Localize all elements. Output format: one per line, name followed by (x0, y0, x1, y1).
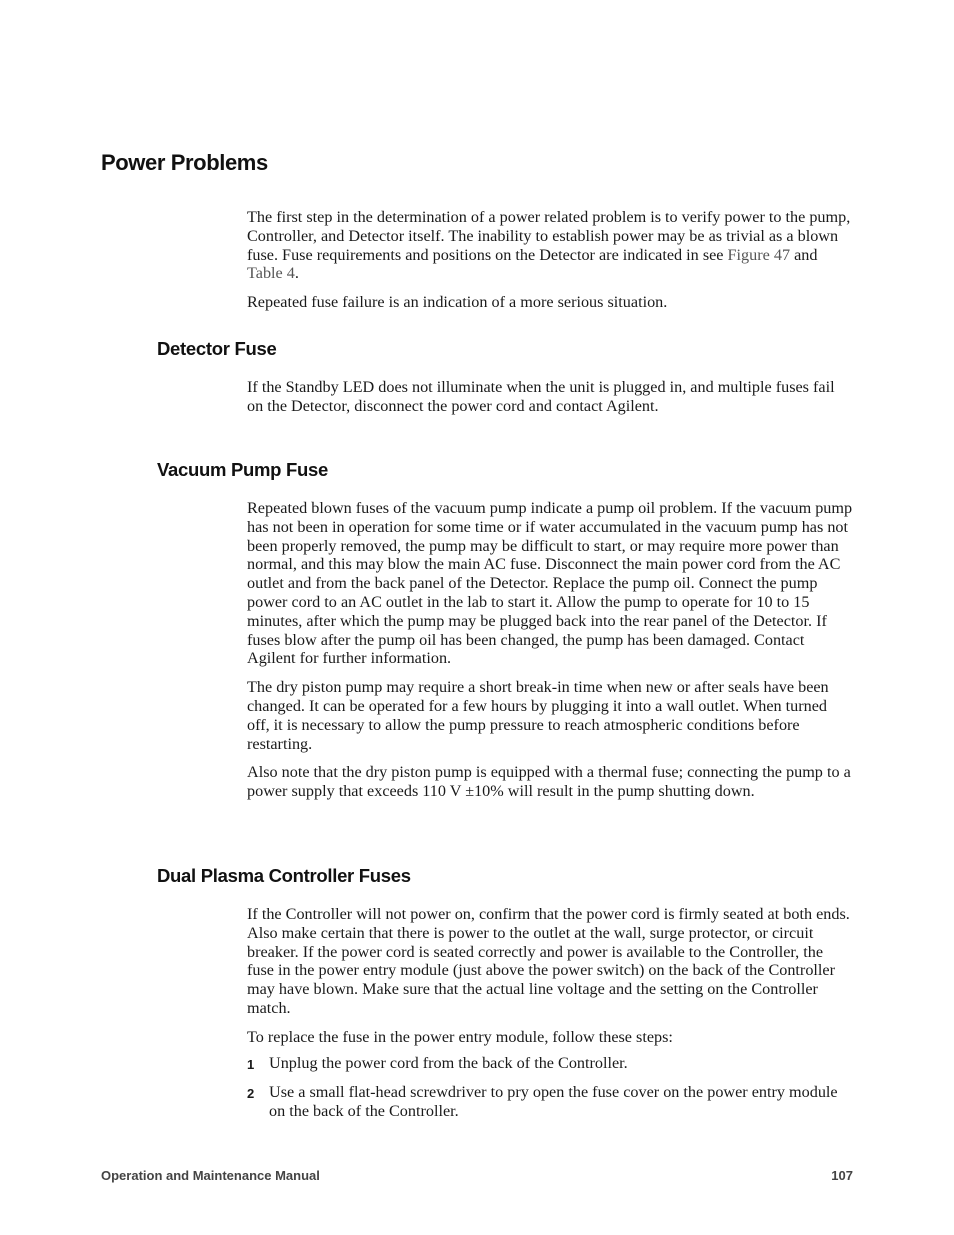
vacuum-pump-fuse-heading: Vacuum Pump Fuse (157, 459, 328, 480)
vacuum-pump-fuse-section (247, 499, 853, 801)
dual-plasma-paragraph-2: To replace the fuse in the power entry module, follow these steps: (247, 1027, 673, 1046)
step-item (247, 1054, 853, 1075)
vacuum-pump-paragraph-2: The dry piston pump may require a short break-in time when new or after seals have been changed. It can be operated for a few hours by plugging it into a wall outlet. When turned off, it is necessary to allow the pump pressure to reach atmospheric conditions before restarting. (247, 678, 829, 753)
dual-plasma-heading: Dual Plasma Controller Fuses (157, 865, 411, 886)
step-number: 1 (247, 1056, 255, 1072)
footer-page-number: 107 (831, 1168, 853, 1183)
step-text: Unplug the power cord from the back of the Controller. (269, 1053, 628, 1072)
table-4-link[interactable]: Table 4 (247, 264, 295, 283)
intro-section (247, 208, 853, 312)
step-text: Use a small flat-head screwdriver to pry open the fuse cover on the power entry module on the back of the Controller. (269, 1083, 838, 1121)
intro-paragraph: The first step in the determination of a power related problem is to verify power to the pump, Controller, and Detector itself. The inability to establish power may be as trivial as a blown fuse. Fuse requirements and positions on the Detector are indicated in see Figure 47 and Table 4. (247, 208, 851, 283)
detector-fuse-paragraph: If the Standby LED does not illuminate when the unit is plugged in, and multiple fuses fail on the Detector, disconnect the power cord and contact Agilent. (247, 378, 835, 415)
figure-47-link[interactable]: Figure 47 (727, 245, 791, 264)
detector-fuse-heading: Detector Fuse (157, 338, 277, 359)
step-number: 2 (247, 1086, 255, 1102)
intro-paragraph-2: Repeated fuse failure is an indication of a more serious situation. (247, 293, 668, 312)
dual-plasma-paragraph-1: If the Controller will not power on, confirm that the power cord is firmly seated at both ends. Also make certain that there is power to the outlet at the wall, surge protector, or circuit breaker. If the power cord is seated correctly and power is available to the Controller, the fuse in the power entry module (just above the power switch) on the back of the Controller may have blown. Make sure that the actual line voltage and the setting on the Controller match. (247, 905, 850, 1017)
page-title: Power Problems (101, 150, 268, 175)
footer-manual-title: Operation and Maintenance Manual (101, 1168, 320, 1183)
dual-plasma-section (247, 905, 853, 1121)
detector-fuse-section (247, 378, 853, 416)
step-item (247, 1083, 853, 1121)
vacuum-pump-paragraph-1: Repeated blown fuses of the vacuum pump indicate a pump oil problem. If the vacuum pump has not been in operation for some time or if water accumulated in the vacuum pump has not been properly removed, the pump may be difficult to start, or may require more power than normal, and this may blow the main AC fuse. Disconnect the main power cord from the AC outlet and from the back panel of the Detector. Replace the pump oil. Connect the pump power cord to an AC outlet in the lab to start it. Allow the pump to operate for 10 to 15 minutes, after which the pump may be plugged back into the rear panel of the Detector. If fuses blow after the pump oil has been changed, the pump has been damaged. Contact Agilent for further information. (247, 499, 853, 668)
vacuum-pump-paragraph-3: Also note that the dry piston pump is equipped with a thermal fuse; connecting the pump to a power supply that exceeds 110 V ±10% will result in the pump shutting down. (247, 763, 851, 801)
